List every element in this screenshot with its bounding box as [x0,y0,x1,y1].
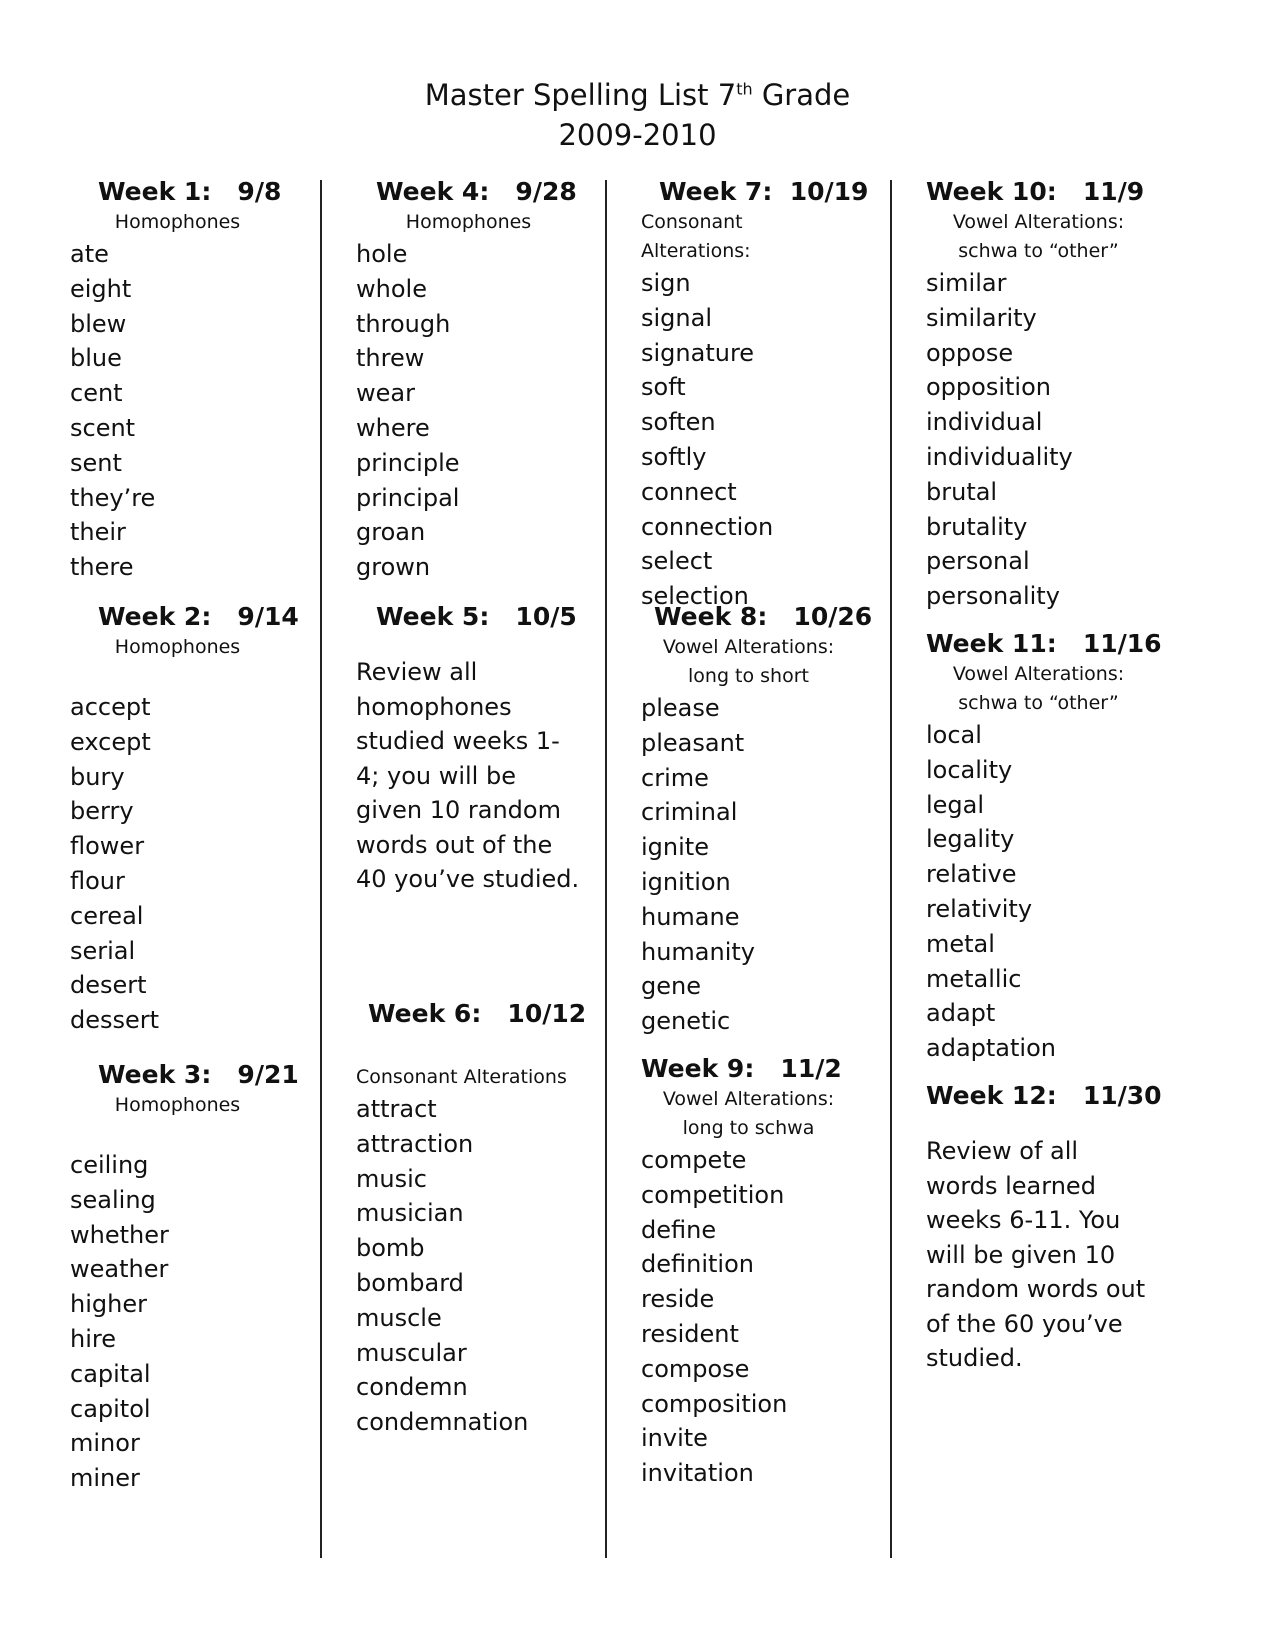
spelling-word: where [356,413,430,442]
spelling-word: eight [70,274,132,303]
spelling-word: music [356,1164,427,1193]
spelling-word: gene [641,972,701,1001]
spelling-word: brutality [926,512,1028,541]
spelling-word: connect [641,477,737,506]
spelling-word: capitol [70,1394,151,1423]
spelling-word: blue [70,344,122,373]
spelling-word: flour [70,866,125,895]
word-list [926,266,1151,614]
spelling-word: berry [70,797,134,826]
week-topic: Vowel Alterations: [662,636,835,658]
spelling-word: desert [70,971,147,1000]
week-1 [70,176,285,585]
spelling-word: humane [641,902,740,931]
spelling-word: attract [356,1095,437,1123]
spelling-word: except [70,727,151,756]
spelling-word: please [641,694,720,722]
week-topic: Homophones [114,211,241,233]
spelling-word: minor [70,1429,140,1458]
spelling-word: reside [641,1285,715,1314]
spelling-word: ignition [641,867,731,896]
spelling-word: weather [70,1255,169,1284]
word-list [356,1092,581,1440]
week-header: Week 4: 9/28 [376,177,577,206]
word-list [70,237,285,585]
column-divider [890,180,892,1558]
word-list [356,237,581,585]
spelling-word: opposition [926,373,1051,402]
week-topic: Homophones [114,1094,241,1116]
spelling-word: blew [70,309,127,338]
spelling-word: similarity [926,303,1037,332]
spelling-word: condemn [356,1373,468,1402]
week-header: Week 12: 11/30 [926,1081,1162,1110]
spelling-word: relativity [926,894,1033,923]
week-topic: Vowel Alterations: [662,1088,835,1110]
spelling-word: criminal [641,798,738,827]
week-topic-detail: long to schwa [682,1117,815,1139]
spelling-word: individuality [926,442,1073,471]
spelling-word: capital [70,1359,151,1388]
spelling-word: ignite [641,833,709,862]
spelling-word: select [641,547,713,576]
week-topic-detail: schwa to “other” [958,692,1119,714]
week-note: Review all homophones studied weeks 1-4; you will be given 10 random words out of the 40 you’ve studied. [356,658,580,893]
spelling-word: adaptation [926,1034,1056,1063]
spelling-word: flower [70,832,145,861]
spelling-word: softly [641,442,707,471]
spelling-word: scent [70,413,136,442]
week-7 [641,176,869,614]
word-list [641,1143,856,1491]
spelling-word: compose [641,1354,750,1383]
week-header: Week 8: 10/26 [654,602,873,631]
week-header: Week 2: 9/14 [98,602,299,631]
week-header: Week 9: 11/2 [641,1054,842,1083]
spelling-word: hire [70,1324,116,1353]
week-topic-detail: long to short [688,665,809,687]
week-topic: Vowel Alterations: [952,211,1125,233]
spelling-word: wear [356,379,415,408]
spelling-word: individual [926,408,1043,437]
spelling-word: similar [926,269,1007,297]
column-4 [926,0,1162,1650]
spelling-word: definition [641,1250,754,1279]
week-topic: Homophones [114,636,241,658]
week-header: Week 5: 10/5 [376,602,577,631]
spelling-word: cent [70,379,123,408]
week-6 [356,998,587,1440]
spelling-word: bombard [356,1268,464,1297]
spelling-word: define [641,1215,717,1244]
spelling-word: bury [70,762,125,791]
week-header: Week 7: 10/19 [659,177,869,206]
spelling-word: groan [356,518,426,547]
word-list [70,1148,285,1496]
spelling-word: competition [641,1180,785,1209]
spelling-word: legal [926,790,985,819]
spelling-word: sealing [70,1185,156,1214]
spelling-word: personality [926,582,1060,611]
spelling-word: selection [641,582,749,611]
column-3 [641,0,873,1650]
spelling-word: genetic [641,1007,731,1036]
spelling-word: hole [356,240,408,268]
week-note: Review of all words learned weeks 6-11. You will be given 10 random words out of the 60 you’ve studied. [926,1137,1146,1372]
week-topic: Vowel Alterations: [952,663,1125,685]
spelling-word: muscular [356,1338,467,1367]
spelling-word: principle [356,448,460,477]
spelling-word: condemnation [356,1408,529,1437]
spelling-word: legality [926,825,1015,854]
week-header: Week 6: 10/12 [368,999,587,1028]
week-8 [641,601,873,1039]
spelling-word: brutal [926,477,998,506]
week-3 [70,1059,299,1496]
spelling-word: dessert [70,1006,160,1035]
spelling-word: compete [641,1146,747,1174]
spelling-word: miner [70,1464,140,1493]
spelling-word: cereal [70,901,144,930]
spelling-word: muscle [356,1303,442,1332]
spelling-word: local [926,721,982,749]
spelling-word: whether [70,1220,169,1249]
spelling-word: they’re [70,483,156,512]
column-divider [320,180,322,1558]
week-9 [641,1053,856,1491]
week-header: Week 11: 11/16 [926,629,1162,658]
spelling-word: their [70,518,126,547]
spelling-word: metallic [926,964,1022,993]
spelling-word: composition [641,1389,788,1418]
word-list [70,690,285,1038]
week-10 [926,176,1151,614]
week-4 [356,176,581,585]
spelling-word: higher [70,1290,147,1319]
week-header: Week 10: 11/9 [926,177,1145,206]
week-topic: Homophones [405,211,532,233]
spelling-word: sign [641,269,691,297]
spelling-word: bomb [356,1234,425,1263]
spelling-word: musician [356,1199,464,1228]
spelling-word: accept [70,693,151,721]
spelling-word: humanity [641,937,755,966]
week-header: Week 1: 9/8 [98,177,282,206]
spelling-word: attraction [356,1129,474,1158]
spelling-word: sent [70,448,122,477]
spelling-word: crime [641,763,709,792]
spelling-word: resident [641,1319,739,1348]
spelling-word: adapt [926,999,996,1028]
week-header: Week 3: 9/21 [98,1060,299,1089]
spelling-word: grown [356,553,431,582]
spelling-word: signal [641,303,712,332]
spelling-word: whole [356,274,427,303]
week-12 [926,1080,1162,1376]
spelling-word: principal [356,483,460,512]
week-2 [70,601,299,1038]
spelling-word: locality [926,755,1013,784]
spelling-word: invite [641,1424,708,1453]
column-1 [70,0,299,1650]
spelling-word: oppose [926,338,1014,367]
word-list [926,718,1151,1066]
spelling-word: connection [641,512,774,541]
word-list [641,691,856,1039]
spelling-word: soften [641,408,716,437]
school-year: 2009-2010 [558,118,717,152]
column-divider [605,180,607,1558]
spelling-word: relative [926,860,1017,889]
spelling-word: signature [641,338,755,367]
spelling-word: invitation [641,1459,754,1488]
spelling-word: soft [641,373,686,402]
week-11 [926,628,1162,1066]
week-5 [356,601,581,897]
spelling-word: through [356,309,451,338]
spelling-word: serial [70,936,136,965]
spelling-word: ceiling [70,1151,149,1179]
page-title: Master Spelling List 7th Grade [424,78,851,112]
spelling-word: pleasant [641,728,745,757]
word-list [641,266,856,614]
spelling-word: personal [926,547,1030,576]
spelling-word: there [70,553,134,582]
column-2 [356,0,587,1650]
week-topic-detail: schwa to “other” [958,240,1119,262]
week-topic: Consonant Alterations [356,1066,567,1088]
spelling-word: ate [70,240,109,268]
week-topic: Consonant Alterations: [641,211,751,262]
spelling-word: metal [926,929,995,958]
spelling-word: threw [356,344,425,373]
